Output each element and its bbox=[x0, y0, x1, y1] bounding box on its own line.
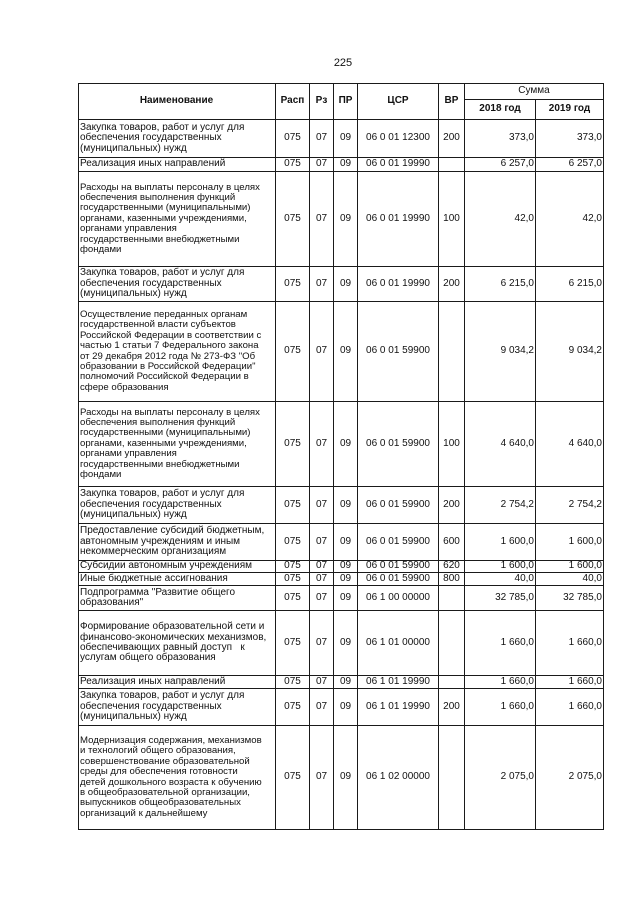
cell-csr: 06 1 02 00000 bbox=[358, 726, 439, 830]
cell-rz: 07 bbox=[310, 676, 334, 689]
cell-pr: 09 bbox=[334, 172, 358, 267]
cell-pr: 09 bbox=[334, 726, 358, 830]
cell-csr: 06 0 01 59900 bbox=[358, 561, 439, 573]
cell-rz: 07 bbox=[310, 586, 334, 611]
header-2019: 2019 год bbox=[536, 100, 604, 120]
cell-vr bbox=[439, 158, 465, 172]
cell-pr: 09 bbox=[334, 586, 358, 611]
cell-rasp: 075 bbox=[276, 726, 310, 830]
cell-csr: 06 1 01 00000 bbox=[358, 611, 439, 676]
cell-vr: 200 bbox=[439, 487, 465, 524]
cell-vr: 100 bbox=[439, 402, 465, 487]
cell-name: Субсидии автономным учреждениям bbox=[78, 561, 276, 573]
cell-rasp: 075 bbox=[276, 611, 310, 676]
cell-vr bbox=[439, 586, 465, 611]
cell-y2018: 1 600,0 bbox=[465, 561, 536, 573]
cell-csr: 06 0 01 59900 bbox=[358, 302, 439, 402]
cell-y2018: 40,0 bbox=[465, 573, 536, 586]
cell-rasp: 075 bbox=[276, 402, 310, 487]
cell-y2018: 2 754,2 bbox=[465, 487, 536, 524]
cell-pr: 09 bbox=[334, 689, 358, 726]
cell-y2018: 6 257,0 bbox=[465, 158, 536, 172]
cell-y2019: 1 600,0 bbox=[536, 561, 604, 573]
cell-csr: 06 1 00 00000 bbox=[358, 586, 439, 611]
cell-y2019: 42,0 bbox=[536, 172, 604, 267]
cell-rz: 07 bbox=[310, 302, 334, 402]
cell-rz: 07 bbox=[310, 158, 334, 172]
cell-name: Подпрограмма "Развитие общего образования" bbox=[78, 586, 276, 611]
header-csr: ЦСР bbox=[358, 83, 439, 120]
cell-pr: 09 bbox=[334, 524, 358, 561]
cell-y2019: 9 034,2 bbox=[536, 302, 604, 402]
cell-name: Реализация иных направлений bbox=[78, 158, 276, 172]
cell-csr: 06 0 01 59900 bbox=[358, 524, 439, 561]
cell-name: Модернизация содержания, механизмов и технологий общего образования, совершенствование образовательной среды для обеспечения готовности детей дошкольного возраста к обучению в общеобразовательной организации, выпускников общеобразовательных организаций к дальнейшему bbox=[78, 726, 276, 830]
cell-csr: 06 0 01 59900 bbox=[358, 402, 439, 487]
cell-rasp: 075 bbox=[276, 561, 310, 573]
cell-csr: 06 0 01 12300 bbox=[358, 120, 439, 158]
header-rasp: Расп bbox=[276, 83, 310, 120]
header-sum: Сумма bbox=[465, 83, 604, 100]
cell-vr: 200 bbox=[439, 689, 465, 726]
cell-vr bbox=[439, 611, 465, 676]
cell-rasp: 075 bbox=[276, 573, 310, 586]
cell-rz: 07 bbox=[310, 726, 334, 830]
cell-rasp: 075 bbox=[276, 487, 310, 524]
cell-y2019: 4 640,0 bbox=[536, 402, 604, 487]
cell-vr: 100 bbox=[439, 172, 465, 267]
cell-csr: 06 1 01 19990 bbox=[358, 689, 439, 726]
cell-name: Иные бюджетные ассигнования bbox=[78, 573, 276, 586]
cell-pr: 09 bbox=[334, 402, 358, 487]
cell-rz: 07 bbox=[310, 573, 334, 586]
cell-y2018: 1 660,0 bbox=[465, 611, 536, 676]
cell-pr: 09 bbox=[334, 267, 358, 302]
cell-rasp: 075 bbox=[276, 689, 310, 726]
cell-csr: 06 0 01 59900 bbox=[358, 573, 439, 586]
cell-name: Закупка товаров, работ и услуг для обеспечения государственных (муниципальных) нужд bbox=[78, 120, 276, 158]
cell-csr: 06 0 01 59900 bbox=[358, 487, 439, 524]
cell-pr: 09 bbox=[334, 120, 358, 158]
cell-pr: 09 bbox=[334, 676, 358, 689]
cell-y2018: 32 785,0 bbox=[465, 586, 536, 611]
cell-name: Расходы на выплаты персоналу в целях обеспечения выполнения функций государственными (муниципальными) органами, казенными учреждениями, органами управления государственными внебюджетными фондами bbox=[78, 172, 276, 267]
budget-table bbox=[78, 83, 604, 830]
cell-y2019: 1 660,0 bbox=[536, 611, 604, 676]
cell-y2019: 1 600,0 bbox=[536, 524, 604, 561]
cell-vr: 800 bbox=[439, 573, 465, 586]
header-2018: 2018 год bbox=[465, 100, 536, 120]
cell-rz: 07 bbox=[310, 267, 334, 302]
cell-y2018: 42,0 bbox=[465, 172, 536, 267]
header-vr: ВР bbox=[439, 83, 465, 120]
cell-y2018: 1 600,0 bbox=[465, 524, 536, 561]
cell-pr: 09 bbox=[334, 611, 358, 676]
cell-name: Реализация иных направлений bbox=[78, 676, 276, 689]
cell-rasp: 075 bbox=[276, 676, 310, 689]
cell-csr: 06 1 01 19990 bbox=[358, 676, 439, 689]
header-pr: ПР bbox=[334, 83, 358, 120]
cell-name: Закупка товаров, работ и услуг для обеспечения государственных (муниципальных) нужд bbox=[78, 689, 276, 726]
cell-csr: 06 0 01 19990 bbox=[358, 267, 439, 302]
cell-pr: 09 bbox=[334, 487, 358, 524]
cell-rz: 07 bbox=[310, 487, 334, 524]
cell-pr: 09 bbox=[334, 561, 358, 573]
cell-name: Закупка товаров, работ и услуг для обеспечения государственных (муниципальных) нужд bbox=[78, 267, 276, 302]
cell-pr: 09 bbox=[334, 158, 358, 172]
cell-vr: 200 bbox=[439, 120, 465, 158]
cell-y2019: 40,0 bbox=[536, 573, 604, 586]
page-number: 225 bbox=[333, 57, 353, 69]
cell-y2019: 6 257,0 bbox=[536, 158, 604, 172]
cell-y2019: 32 785,0 bbox=[536, 586, 604, 611]
cell-vr bbox=[439, 302, 465, 402]
cell-name: Формирование образовательной сети и финансово-экономических механизмов, обеспечивающих равный доступ к услугам общего образования bbox=[78, 611, 276, 676]
cell-vr bbox=[439, 676, 465, 689]
cell-rasp: 075 bbox=[276, 267, 310, 302]
cell-vr: 620 bbox=[439, 561, 465, 573]
cell-y2018: 373,0 bbox=[465, 120, 536, 158]
cell-rz: 07 bbox=[310, 524, 334, 561]
cell-y2019: 2 754,2 bbox=[536, 487, 604, 524]
cell-y2018: 6 215,0 bbox=[465, 267, 536, 302]
cell-pr: 09 bbox=[334, 573, 358, 586]
cell-y2018: 1 660,0 bbox=[465, 689, 536, 726]
cell-y2019: 1 660,0 bbox=[536, 676, 604, 689]
cell-vr bbox=[439, 726, 465, 830]
cell-csr: 06 0 01 19990 bbox=[358, 158, 439, 172]
cell-name: Расходы на выплаты персоналу в целях обеспечения выполнения функций государственными (муниципальными) органами, казенными учреждениями, органами управления государственными внебюджетными фондами bbox=[78, 402, 276, 487]
cell-y2018: 4 640,0 bbox=[465, 402, 536, 487]
cell-name: Закупка товаров, работ и услуг для обеспечения государственных (муниципальных) нужд bbox=[78, 487, 276, 524]
cell-y2019: 2 075,0 bbox=[536, 726, 604, 830]
cell-rasp: 075 bbox=[276, 524, 310, 561]
cell-rz: 07 bbox=[310, 120, 334, 158]
cell-rasp: 075 bbox=[276, 302, 310, 402]
cell-vr: 600 bbox=[439, 524, 465, 561]
cell-pr: 09 bbox=[334, 302, 358, 402]
cell-y2018: 2 075,0 bbox=[465, 726, 536, 830]
cell-rz: 07 bbox=[310, 172, 334, 267]
cell-rz: 07 bbox=[310, 561, 334, 573]
cell-rz: 07 bbox=[310, 689, 334, 726]
cell-y2019: 6 215,0 bbox=[536, 267, 604, 302]
header-rz: Рз bbox=[310, 83, 334, 120]
header-name: Наименование bbox=[78, 83, 276, 120]
cell-name: Осуществление переданных органам государственной власти субъектов Российской Федерации в соответствии с частью 1 статьи 7 Федерального закона от 29 декабря 2012 года № 273-ФЗ "Об образовании в Российской Федерации" полномочий Российской Федерации в сфере образования bbox=[78, 302, 276, 402]
cell-y2018: 1 660,0 bbox=[465, 676, 536, 689]
cell-rz: 07 bbox=[310, 402, 334, 487]
cell-y2019: 373,0 bbox=[536, 120, 604, 158]
cell-name: Предоставление субсидий бюджетным, автономным учреждениям и иным некоммерческим организациям bbox=[78, 524, 276, 561]
cell-y2019: 1 660,0 bbox=[536, 689, 604, 726]
cell-csr: 06 0 01 19990 bbox=[358, 172, 439, 267]
cell-rasp: 075 bbox=[276, 172, 310, 267]
cell-y2018: 9 034,2 bbox=[465, 302, 536, 402]
cell-vr: 200 bbox=[439, 267, 465, 302]
cell-rz: 07 bbox=[310, 611, 334, 676]
cell-rasp: 075 bbox=[276, 586, 310, 611]
cell-rasp: 075 bbox=[276, 120, 310, 158]
cell-rasp: 075 bbox=[276, 158, 310, 172]
